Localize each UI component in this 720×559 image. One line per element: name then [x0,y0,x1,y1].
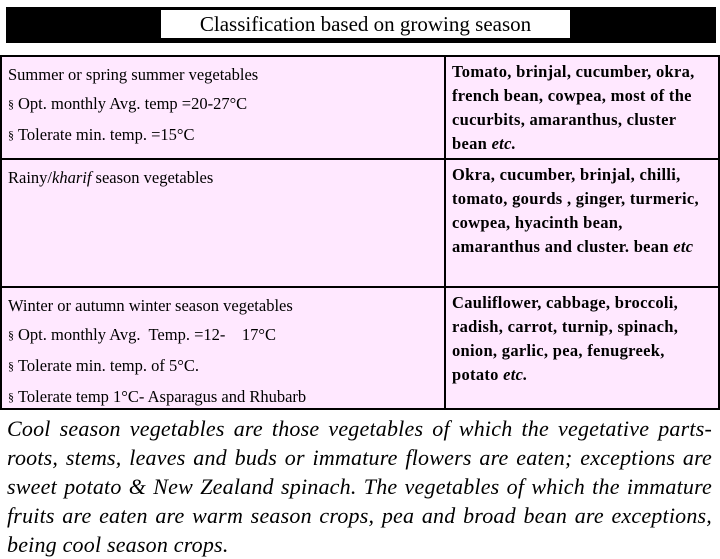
etc-text: etc [673,237,694,256]
bullet-text: Tolerate min. temp. of 5°C. [18,356,199,375]
etc-text: etc. [503,365,528,384]
bullet-icon: § [8,359,14,373]
season-cell [1,159,445,287]
season-cell [1,287,445,416]
table-row [1,56,719,159]
heading-italic: kharif [52,168,92,187]
list-item [8,89,438,120]
vegetables-text: Okra, cucumber, brinjal, chilli, tomato, gourds , ginger, turmeric, cowpea, hyacinth bean, amaranthus and cluster. bean [452,165,699,256]
bullet-icon: § [8,97,14,111]
season-heading [8,163,438,192]
vegetables-text: Cauliflower, cabbage, broccoli, radish, carrot, turnip, spinach, onion, garlic, pea, fenugreek, potato [452,293,679,384]
vegetables-text: Tomato, brinjal, cucumber, okra, french bean, cowpea, most of the cucurbits, amaranthus, cluster bean [452,62,695,153]
list-item [8,320,438,351]
page-title: Classification based on growing season [161,10,570,40]
bullet-text: Opt. monthly Avg. Temp. =12- 17°C [18,325,276,344]
season-cell [1,56,445,159]
list-item [8,351,438,382]
title-bar [6,7,716,43]
footer-paragraph: Cool season vegetables are those vegetables of which the vegetative parts- roots, stems, leaves and buds or immature flowers are eaten; exceptions are sweet potato & New Zealand spinach. The vegetables of which the immature fruits are eaten are warm season crops, pea and broad bean are exceptions, being cool season crops. [0,408,720,540]
list-item [8,120,438,151]
bullet-text: Tolerate min. temp. =15°C [18,125,195,144]
bullet-text: Opt. monthly Avg. temp =20-27°C [18,94,248,113]
bullet-icon: § [8,128,14,142]
bullet-icon: § [8,390,14,404]
vegetables-cell [445,56,719,159]
bullet-text: Tolerate temp 1°C- Asparagus and Rhubarb [18,387,307,406]
season-heading: Winter or autumn winter season vegetables [8,296,293,315]
bullet-icon: § [8,328,14,342]
heading-part: season vegetables [91,168,214,187]
vegetables-cell [445,287,719,416]
vegetables-cell [445,159,719,287]
etc-text: etc. [491,134,517,153]
table-row [1,159,719,287]
heading-part: Rainy/ [8,168,52,187]
table-row [1,287,719,416]
classification-table [0,55,720,417]
season-heading: Summer or spring summer vegetables [8,65,259,84]
